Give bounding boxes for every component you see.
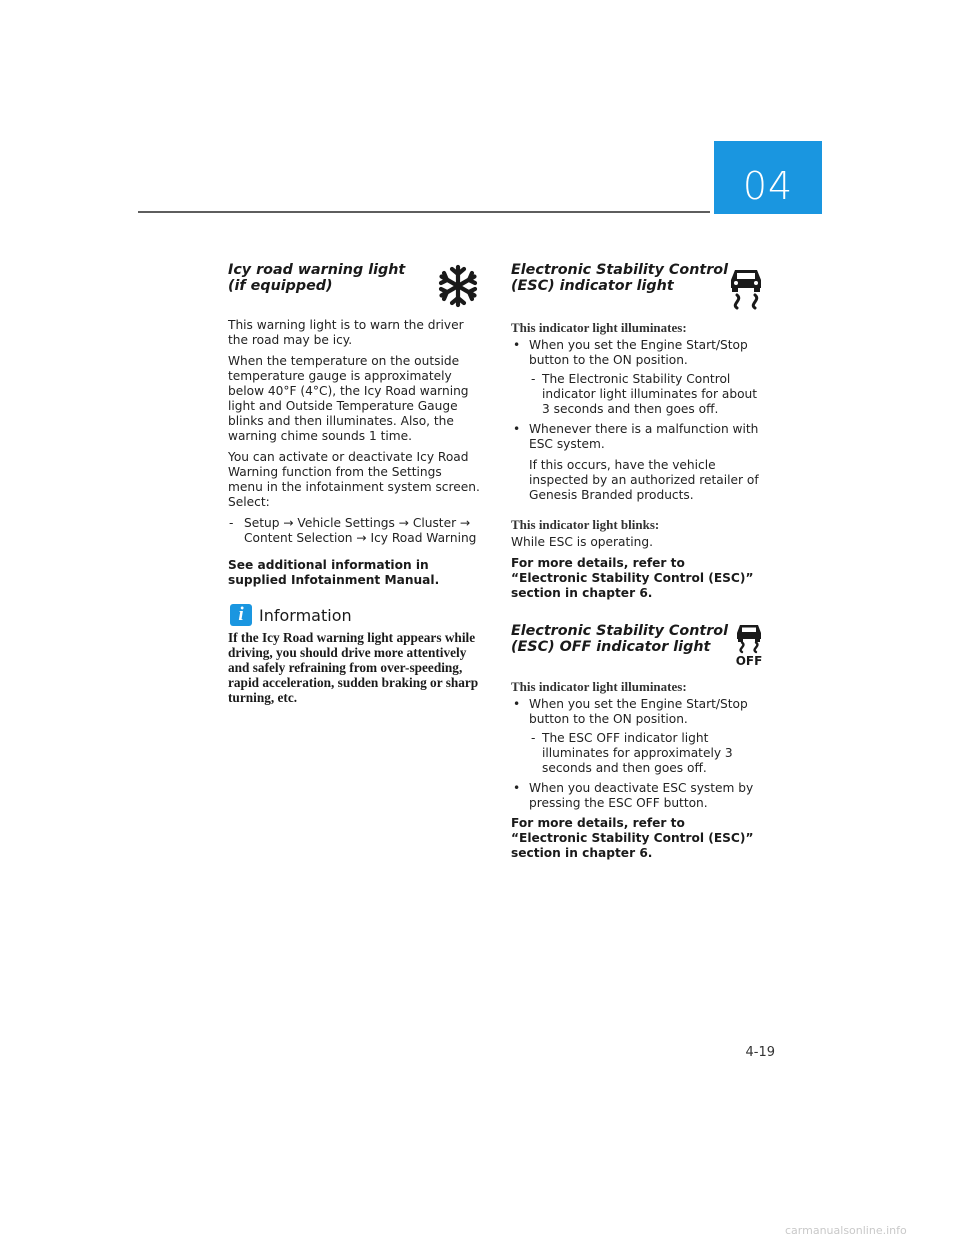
esc-off-illuminates-list xyxy=(511,697,765,811)
settings-path: - Setup → Vehicle Settings → Cluster → Content Selection → Icy Road Warning xyxy=(228,516,480,546)
esc-off-title: Electronic Stability Control (ESC) OFF indicator light xyxy=(511,623,729,655)
esc-more-details: For more details, refer to “Electronic Stability Control (ESC)” section in chapter 6. xyxy=(511,556,754,600)
esc-malfunction-note: If this occurs, have the vehicle inspected by an authorized retailer of Genesis Branded products. xyxy=(529,458,759,502)
icy-road-title: Icy road warning light (if equipped) xyxy=(228,262,406,294)
information-body: If the Icy Road warning light appears while driving, you should drive more attentively and safely refraining from over-speeding, rapid acceleration, sudden braking or sharp turning, etc. xyxy=(228,630,479,705)
icy-road-para-3: You can activate or deactivate Icy Road Warning function from the Settings menu in the infotainment system screen. Select: xyxy=(228,450,480,509)
snowflake-icon xyxy=(436,264,480,313)
icy-road-section-header xyxy=(228,262,480,312)
info-icon: i xyxy=(230,604,252,626)
esc-blinks-text: While ESC is operating. xyxy=(511,535,654,549)
list-item: - The Electronic Stability Control indicator light illuminates for about 3 seconds and then goes off. xyxy=(529,372,765,417)
icy-road-para-2: When the temperature on the outside temperature gauge is approximately below 40°F (4°C), the Icy Road warning light and Outside Temperature Gauge blinks and then illuminates. Also, the warning chime sounds 1 time. xyxy=(228,354,469,443)
right-column xyxy=(511,262,765,867)
list-item: - The ESC OFF indicator light illuminates for approximately 3 seconds and then goes off. xyxy=(529,731,765,776)
information-header xyxy=(228,604,480,626)
esc-skid-icon xyxy=(727,266,765,315)
list-item: • When you set the Engine Start/Stop button to the ON position. - The Electronic Stability Control indicator light illuminates for about 3 seconds and then goes off. xyxy=(511,338,765,417)
esc-off-icon-label: OFF xyxy=(735,654,763,667)
esc-off-more-details: For more details, refer to “Electronic Stability Control (ESC)” section in chapter 6. xyxy=(511,816,754,860)
information-title: Information xyxy=(259,605,352,625)
esc-title: Electronic Stability Control (ESC) indicator light xyxy=(511,262,729,294)
esc-off-illuminates-heading: This indicator light illuminates: xyxy=(511,679,687,694)
esc-off-section-header xyxy=(511,623,765,679)
infotainment-note: See additional information in supplied Infotainment Manual. xyxy=(228,558,440,587)
esc-illuminates-list xyxy=(511,338,765,503)
chapter-tab xyxy=(714,141,822,214)
chapter-number: 04 xyxy=(742,164,794,208)
esc-blinks-heading: This indicator light blinks: xyxy=(511,517,660,532)
esc-illuminates-heading: This indicator light illuminates: xyxy=(511,320,687,335)
esc-section-header xyxy=(511,262,765,320)
list-item: • Whenever there is a malfunction with ESC system. If this occurs, have the vehicle inspected by an authorized retailer of Genesis Branded products. xyxy=(511,422,765,503)
left-column xyxy=(228,262,480,711)
esc-off-icon xyxy=(733,623,765,672)
header-rule xyxy=(138,211,710,213)
page-number: 4-19 xyxy=(745,1045,775,1060)
watermark: carmanualsonline.info xyxy=(785,1224,907,1237)
list-item: • When you deactivate ESC system by pressing the ESC OFF button. xyxy=(511,781,765,811)
icy-road-para-1: This warning light is to warn the driver the road may be icy. xyxy=(228,318,464,347)
list-item: • When you set the Engine Start/Stop button to the ON position. - The ESC OFF indicator light illuminates for approximately 3 seconds and then goes off. xyxy=(511,697,765,776)
